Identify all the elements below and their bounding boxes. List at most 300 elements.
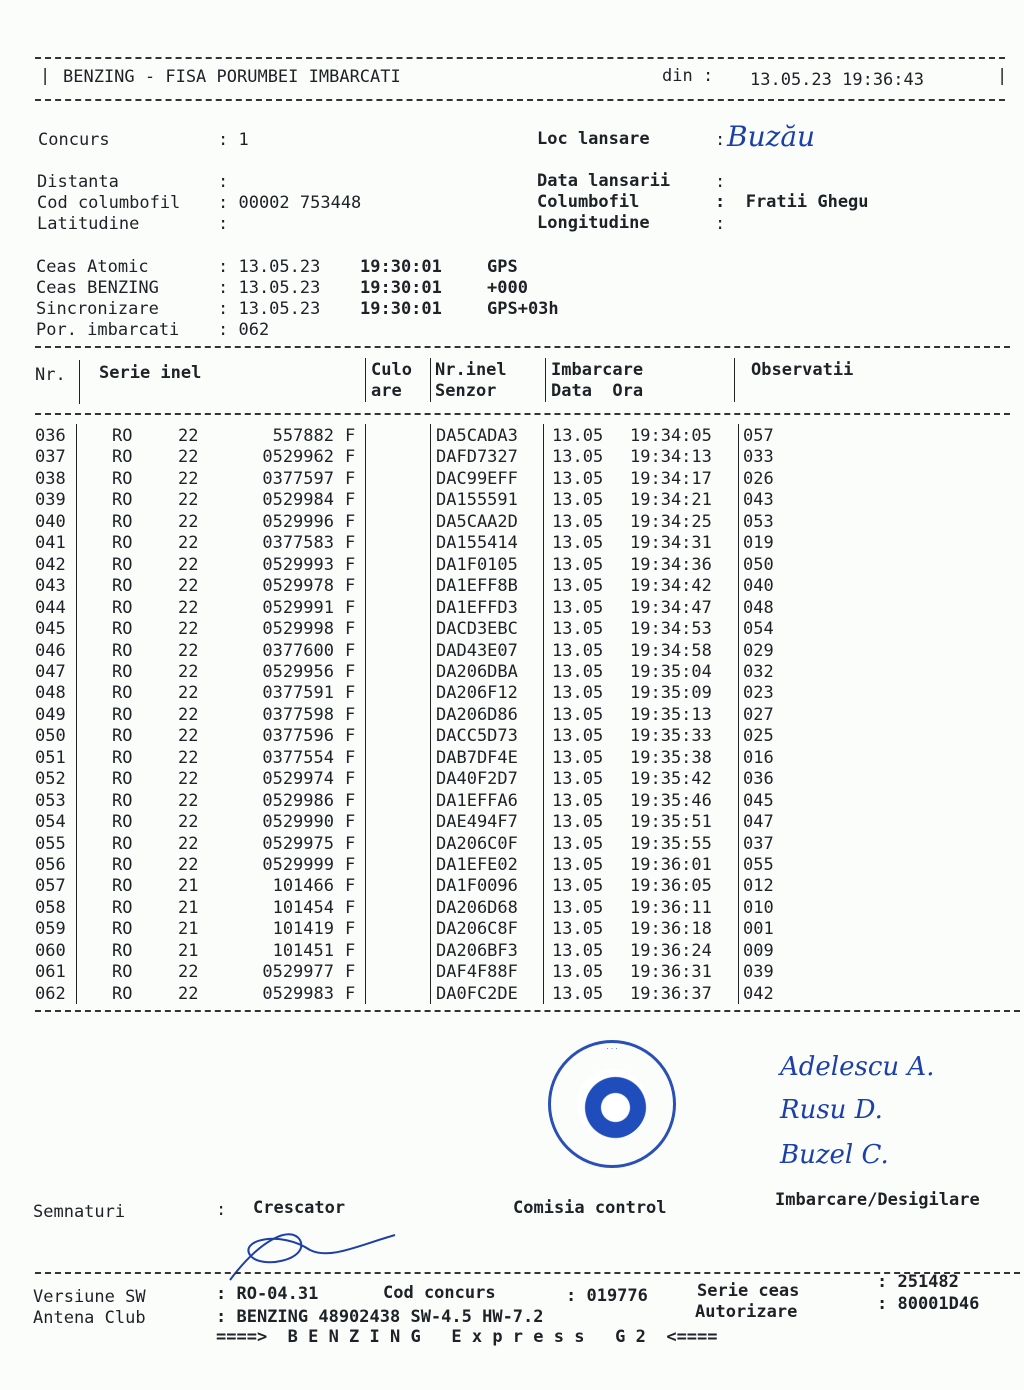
row-observatii: 047 [743,812,774,833]
antena-club-label: Antena Club [33,1308,146,1328]
row-sensor: DA206DBA [436,661,518,682]
sincronizare-date: : 13.05.23 [218,299,321,319]
table-row [0,641,1024,662]
col-separator [365,358,366,402]
row-sex: F [345,962,356,983]
row-sensor: DA1F0105 [436,554,518,575]
row-time: 19:36:24 [630,940,712,961]
row-date: 13.05 [552,897,604,918]
row-date: 13.05 [552,747,604,768]
table-row [0,426,1024,447]
col-separator [365,424,366,1004]
row-time: 19:34:31 [630,533,712,554]
row-observatii: 045 [743,790,774,811]
divider [35,346,1010,348]
versiune-sw-label: Versiune SW [33,1287,146,1307]
row-nr: 041 [35,533,66,554]
row-observatii: 032 [743,661,774,682]
row-time: 19:35:33 [630,726,712,747]
row-year: 21 [178,940,199,961]
longitudine-value: : [715,214,726,234]
row-sex: F [345,919,356,940]
row-sensor: DAD43E07 [436,640,518,661]
col-header-nrinel-2: Senzor [435,381,497,401]
row-time: 19:35:38 [630,747,712,768]
row-sex: F [345,447,356,468]
col-header-culoare-1: Culo [371,360,412,380]
table-row [0,962,1024,983]
col-separator [76,424,77,1004]
row-country: RO [112,704,133,725]
row-sensor: DAF4F88F [436,962,518,983]
row-time: 19:34:13 [630,447,712,468]
row-time: 19:34:21 [630,490,712,511]
row-date: 13.05 [552,940,604,961]
cod-concurs-value: : 019776 [566,1286,648,1306]
row-ring-number: 557882 [272,426,334,446]
row-nr: 046 [35,640,66,661]
row-sex: F [345,790,356,811]
table-row [0,898,1024,919]
sincronizare-time: 19:30:01 [360,299,442,319]
concurs-label: Concurs [38,130,110,150]
serie-ceas-label: Serie ceas [697,1281,800,1301]
row-nr: 061 [35,962,66,983]
divider [35,413,1010,415]
row-observatii: 055 [743,855,774,875]
row-nr: 054 [35,812,66,833]
row-sensor: DA0FC2DE [436,983,518,1004]
distanta-label: Distanta [37,172,119,192]
row-ring-number: 0377596 [262,726,334,747]
row-nr: 057 [35,876,66,897]
row-country: RO [112,747,133,768]
signature-1: Adelescu A. [780,1052,935,1082]
row-sensor: DA155414 [436,533,518,554]
din-label: din : [662,66,714,86]
row-country: RO [112,790,133,811]
row-nr: 059 [35,919,66,940]
row-year: 22 [178,597,199,618]
row-date: 13.05 [552,661,604,682]
row-sensor: DA206F12 [436,683,518,704]
row-time: 19:34:42 [630,576,712,597]
table-row [0,490,1024,511]
row-date: 13.05 [552,447,604,468]
row-date: 13.05 [552,640,604,661]
serie-ceas-value: : 251482 [877,1272,959,1292]
row-sex: F [345,533,356,554]
col-header-culoare-2: are [371,381,402,401]
row-ring-number: 101466 [272,876,334,897]
row-sex: F [345,576,356,597]
ceas-atomic-extra: GPS [487,257,518,277]
row-sensor: DA1EFFA6 [436,790,518,811]
row-date: 13.05 [552,769,604,790]
row-date: 13.05 [552,683,604,704]
row-year: 22 [178,619,199,640]
divider [35,1272,1020,1274]
row-date: 13.05 [552,919,604,940]
row-time: 19:36:01 [630,855,712,875]
row-sex: F [345,597,356,618]
stamp-emblem [577,1069,647,1139]
row-nr: 049 [35,704,66,725]
table-row [0,705,1024,726]
row-nr: 040 [35,511,66,532]
row-sensor: DA155591 [436,490,518,511]
versiune-sw-value: : RO-04.31 [216,1284,319,1304]
row-year: 22 [178,533,199,554]
row-time: 19:35:04 [630,661,712,682]
divider [35,99,1005,101]
row-sex: F [345,704,356,725]
antena-club-value: : BENZING 48902438 SW-4.5 HW-7.2 [216,1307,544,1327]
row-ring-number: 101451 [272,940,334,961]
row-nr: 056 [35,855,66,875]
row-sex: F [345,640,356,661]
col-separator [430,424,431,1004]
document-title: BENZING - FISA PORUMBEI IMBARCATI [63,67,401,87]
data-lansarii-value: : [715,172,726,192]
row-date: 13.05 [552,468,604,489]
row-sensor: DAE494F7 [436,812,518,833]
semnaturi-label: Semnaturi [33,1202,126,1222]
row-observatii: 025 [743,726,774,747]
row-observatii: 012 [743,876,774,897]
row-country: RO [112,576,133,597]
row-date: 13.05 [552,855,604,875]
row-time: 19:34:36 [630,554,712,575]
ceas-benzing-date: : 13.05.23 [218,278,321,298]
row-year: 21 [178,876,199,897]
table-row [0,662,1024,683]
row-nr: 052 [35,769,66,790]
row-observatii: 019 [743,533,774,554]
row-year: 22 [178,962,199,983]
row-country: RO [112,640,133,661]
row-date: 13.05 [552,704,604,725]
row-ring-number: 0377591 [262,683,334,704]
row-date: 13.05 [552,619,604,640]
row-nr: 051 [35,747,66,768]
row-sex: F [345,661,356,682]
row-sex: F [345,897,356,918]
table-row [0,533,1024,554]
row-country: RO [112,597,133,618]
row-time: 19:35:42 [630,769,712,790]
table-row [0,683,1024,704]
row-nr: 044 [35,597,66,618]
print-datetime: 13.05.23 19:36:43 [750,70,924,90]
table-row [0,447,1024,468]
row-date: 13.05 [552,576,604,597]
row-country: RO [112,812,133,833]
row-sensor: DACC5D73 [436,726,518,747]
row-year: 22 [178,640,199,661]
latitudine-value: : [218,214,229,234]
row-observatii: 053 [743,511,774,532]
row-ring-number: 0529990 [262,812,334,833]
table-row [0,748,1024,769]
row-observatii: 010 [743,897,774,918]
signature-3: Buzel C. [780,1140,889,1170]
row-sensor: DA206C0F [436,833,518,854]
table-row [0,919,1024,940]
data-lansarii-label: Data lansarii [537,171,671,191]
row-ring-number: 0529956 [262,661,334,682]
row-sex: F [345,983,356,1004]
loc-lansare-sep: : [715,130,726,150]
benzing-express-banner: ====> B E N Z I N G E x p r e s s G 2 <==== [216,1327,718,1347]
row-year: 22 [178,683,199,704]
row-year: 22 [178,661,199,682]
col-separator [430,358,431,402]
cod-columbofil-label: Cod columbofil [37,193,181,213]
col-header-imbarcare-2: Data Ora [551,381,644,401]
row-sex: F [345,511,356,532]
sincronizare-extra: GPS+03h [487,299,559,319]
row-time: 19:36:18 [630,919,712,940]
row-sensor: DA206C8F [436,919,518,940]
row-sex: F [345,490,356,511]
ceas-atomic-label: Ceas Atomic [36,257,149,277]
table-row [0,791,1024,812]
row-year: 22 [178,983,199,1004]
row-observatii: 033 [743,447,774,468]
row-year: 22 [178,447,199,468]
col-header-imbarcare-1: Imbarcare [551,360,644,380]
row-ring-number: 101454 [272,897,334,918]
row-time: 19:35:51 [630,812,712,833]
row-observatii: 040 [743,576,774,597]
row-observatii: 043 [743,490,774,511]
columbofil-value: : Fratii Ghegu [715,192,869,212]
row-nr: 043 [35,576,66,597]
row-date: 13.05 [552,511,604,532]
row-sensor: DA5CADA3 [436,426,518,446]
row-date: 13.05 [552,426,604,446]
row-ring-number: 0529962 [262,447,334,468]
row-observatii: 057 [743,426,774,446]
table-row [0,598,1024,619]
divider [35,1010,1020,1012]
table-row [0,876,1024,897]
row-ring-number: 0377597 [262,468,334,489]
crescator-label: Crescator [253,1198,346,1218]
row-observatii: 027 [743,704,774,725]
col-header-nrinel-1: Nr.inel [435,360,507,380]
table-row [0,555,1024,576]
row-country: RO [112,726,133,747]
por-imbarcati-value: : 062 [218,320,270,340]
row-observatii: 050 [743,554,774,575]
por-imbarcati-label: Por. imbarcati [36,320,180,340]
cod-concurs-label: Cod concurs [383,1283,496,1303]
row-date: 13.05 [552,812,604,833]
row-time: 19:35:46 [630,790,712,811]
table-row [0,984,1024,1005]
row-observatii: 009 [743,940,774,961]
row-country: RO [112,447,133,468]
row-year: 22 [178,576,199,597]
row-sex: F [345,619,356,640]
row-sex: F [345,554,356,575]
row-date: 13.05 [552,533,604,554]
autorizare-label: Autorizare [695,1302,798,1322]
row-sex: F [345,833,356,854]
loc-lansare-handwritten: Buzău [727,120,816,153]
row-observatii: 036 [743,769,774,790]
row-ring-number: 0377583 [262,533,334,554]
row-observatii: 029 [743,640,774,661]
row-observatii: 037 [743,833,774,854]
row-time: 19:34:53 [630,619,712,640]
row-sex: F [345,876,356,897]
row-date: 13.05 [552,726,604,747]
row-year: 21 [178,897,199,918]
official-stamp [548,1040,676,1168]
row-nr: 047 [35,661,66,682]
row-country: RO [112,919,133,940]
concurs-value: : 1 [218,130,249,150]
signature-2: Rusu D. [780,1095,883,1125]
row-observatii: 048 [743,597,774,618]
row-nr: 048 [35,683,66,704]
row-sex: F [345,683,356,704]
row-ring-number: 0529975 [262,833,334,854]
row-sensor: DA1EFE02 [436,855,518,875]
col-separator [545,358,546,402]
row-sensor: DACD3EBC [436,619,518,640]
row-country: RO [112,940,133,961]
loc-lansare-label: Loc lansare [537,129,650,149]
row-sensor: DAFD7327 [436,447,518,468]
row-observatii: 016 [743,747,774,768]
row-sensor: DA1EFF8B [436,576,518,597]
row-sex: F [345,726,356,747]
row-date: 13.05 [552,790,604,811]
row-sex: F [345,940,356,961]
row-time: 19:36:11 [630,897,712,918]
row-country: RO [112,897,133,918]
col-header-observatii: Observatii [751,360,854,380]
row-nr: 042 [35,554,66,575]
row-country: RO [112,554,133,575]
row-ring-number: 0377554 [262,747,334,768]
comisia-control-label: Comisia control [513,1198,667,1218]
row-country: RO [112,683,133,704]
row-year: 22 [178,490,199,511]
row-nr: 038 [35,468,66,489]
row-sensor: DA206D68 [436,897,518,918]
row-country: RO [112,468,133,489]
row-ring-number: 101419 [272,919,334,940]
row-nr: 039 [35,490,66,511]
row-ring-number: 0529999 [262,855,334,875]
semnaturi-sep: : [216,1200,227,1220]
row-ring-number: 0529991 [262,597,334,618]
row-country: RO [112,833,133,854]
row-ring-number: 0529978 [262,576,334,597]
table-row [0,812,1024,833]
row-ring-number: 0529974 [262,769,334,790]
row-year: 22 [178,468,199,489]
crescator-signature [220,1220,420,1290]
row-observatii: 023 [743,683,774,704]
row-year: 22 [178,726,199,747]
row-time: 19:34:58 [630,640,712,661]
divider [35,57,1005,59]
row-sex: F [345,747,356,768]
row-country: RO [112,962,133,983]
row-sensor: DAC99EFF [436,468,518,489]
row-year: 22 [178,855,199,875]
row-time: 19:35:09 [630,683,712,704]
distanta-value: : [218,172,229,192]
row-country: RO [112,533,133,554]
ceas-atomic-time: 19:30:01 [360,257,442,277]
row-ring-number: 0529977 [262,962,334,983]
row-year: 22 [178,511,199,532]
col-header-nr: Nr. [35,365,66,385]
row-nr: 058 [35,897,66,918]
latitudine-label: Latitudine [37,214,140,234]
header-bar-right: | [997,66,1008,86]
row-date: 13.05 [552,597,604,618]
longitudine-label: Longitudine [537,213,650,233]
row-time: 19:35:13 [630,704,712,725]
autorizare-value: : 80001D46 [877,1294,980,1314]
row-observatii: 054 [743,619,774,640]
row-sensor: DA206D86 [436,704,518,725]
ceas-benzing-label: Ceas BENZING [36,278,159,298]
row-time: 19:35:55 [630,833,712,854]
row-time: 19:34:05 [630,426,712,446]
row-ring-number: 0377600 [262,640,334,661]
cod-columbofil-value: : 00002 753448 [218,193,362,213]
row-sensor: DA206BF3 [436,940,518,961]
row-sensor: DA1F0096 [436,876,518,897]
row-ring-number: 0529983 [262,983,334,1004]
row-country: RO [112,511,133,532]
row-year: 22 [178,704,199,725]
row-sensor: DA5CAA2D [436,511,518,532]
row-country: RO [112,661,133,682]
row-year: 22 [178,833,199,854]
row-ring-number: 0529996 [262,511,334,532]
row-year: 22 [178,812,199,833]
row-nr: 037 [35,447,66,468]
row-year: 22 [178,769,199,790]
row-time: 19:36:37 [630,983,712,1004]
row-date: 13.05 [552,876,604,897]
row-country: RO [112,876,133,897]
row-nr: 050 [35,726,66,747]
row-country: RO [112,769,133,790]
row-country: RO [112,426,133,446]
row-sex: F [345,426,356,446]
sincronizare-label: Sincronizare [36,299,159,319]
table-row [0,769,1024,790]
row-year: 22 [178,790,199,811]
row-time: 19:34:25 [630,511,712,532]
row-sex: F [345,769,356,790]
row-nr: 055 [35,833,66,854]
row-ring-number: 0529993 [262,554,334,575]
row-date: 13.05 [552,983,604,1004]
row-observatii: 026 [743,468,774,489]
